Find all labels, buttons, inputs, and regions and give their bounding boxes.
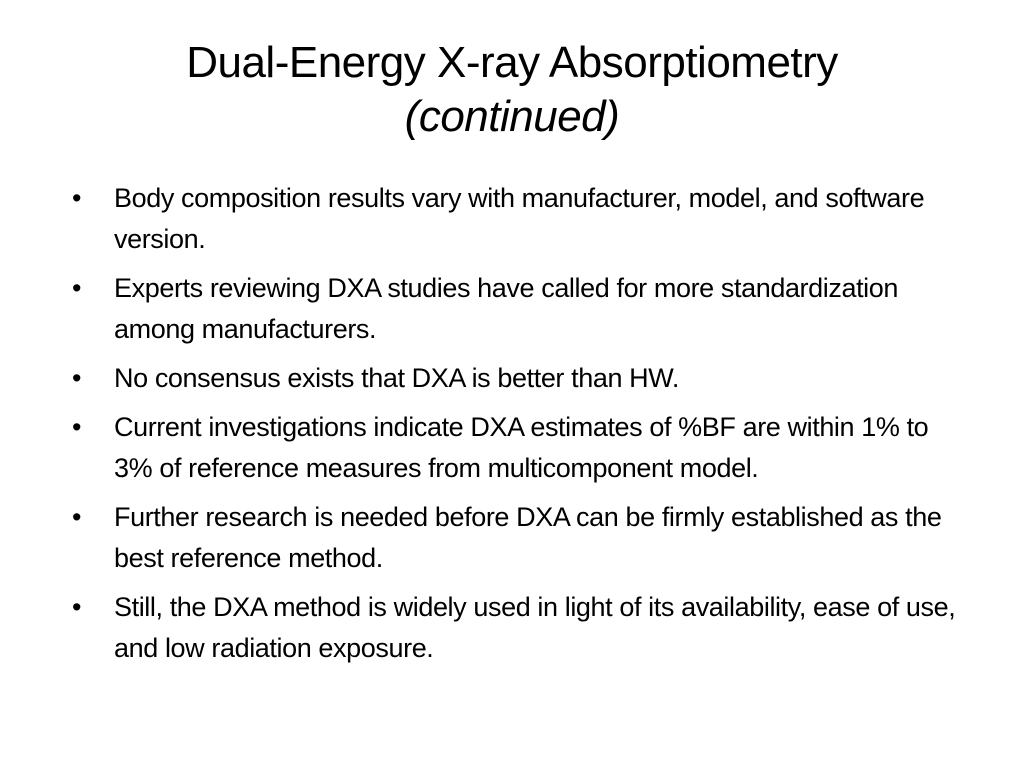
bullet-text: Experts reviewing DXA studies have called for more standardization among manufacturers. [114,273,899,344]
bullet-text: Still, the DXA method is widely used in light of its availability, ease of use, and low radiation exposure. [114,592,956,663]
bullet-item [72,268,972,350]
slide-title [60,36,964,144]
title-main: Dual-Energy X-ray Absorptiometry [186,38,838,87]
bullet-item [72,178,972,260]
bullet-item [72,407,972,489]
bullet-icon: • [72,273,82,303]
bullet-text: No consensus exists that DXA is better than HW. [114,363,679,393]
bullet-icon: • [72,502,82,532]
title-continued: (continued) [404,92,620,141]
bullet-item [72,587,972,669]
bullet-list [72,178,972,677]
bullet-icon: • [72,363,82,393]
bullet-text: Further research is needed before DXA can be firmly established as the best reference method. [114,502,942,573]
bullet-text: Current investigations indicate DXA estimates of %BF are within 1% to 3% of reference measures from multicomponent model. [114,412,929,483]
bullet-text: Body composition results vary with manufacturer, model, and software version. [114,183,925,254]
bullet-item [72,497,972,579]
bullet-icon: • [72,412,82,442]
bullet-icon: • [72,183,82,213]
bullet-item [72,358,972,399]
bullet-icon: • [72,592,82,622]
